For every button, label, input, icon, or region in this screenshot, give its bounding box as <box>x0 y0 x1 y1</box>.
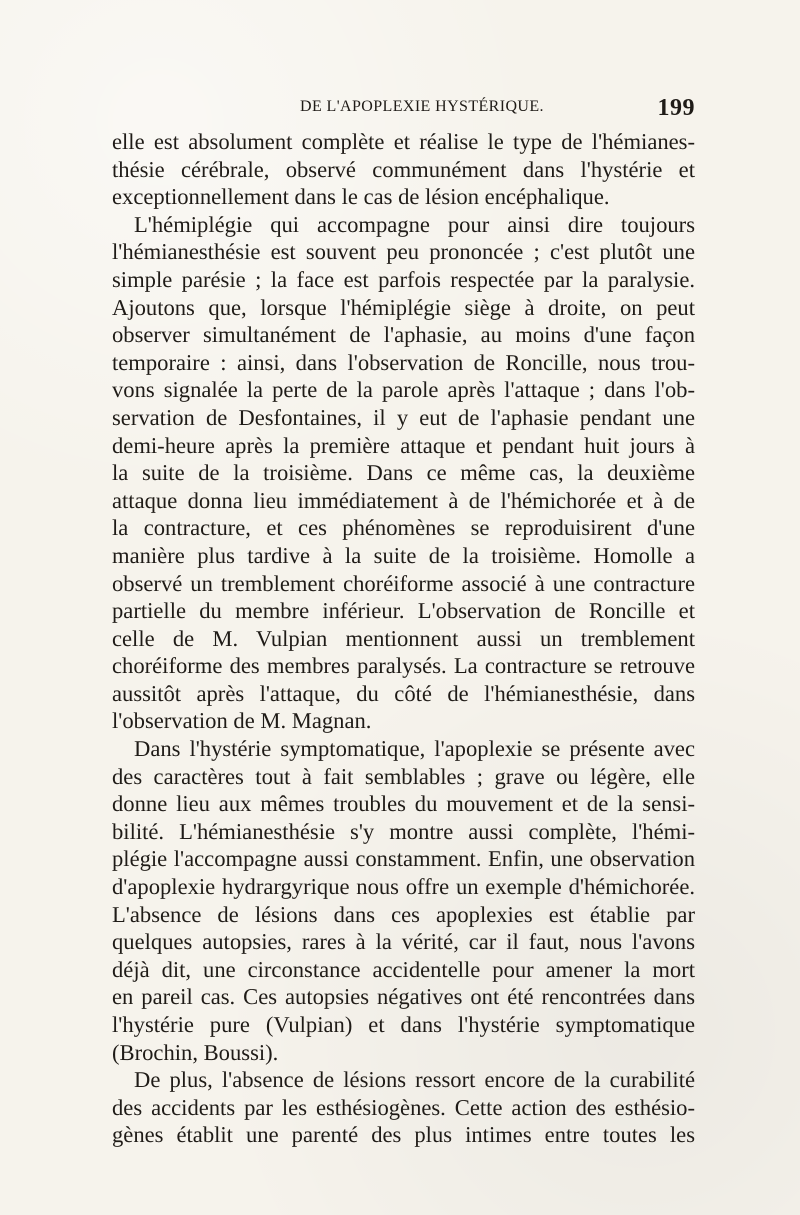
text-line: la suite de la troisième. Dans ce même cas, la deuxième <box>112 460 695 486</box>
text-line: la contracture, et ces phénomènes se reproduisirent d'une <box>112 515 695 541</box>
text-line: observer simultanément de l'aphasie, au moins d'une façon <box>112 322 695 348</box>
text-line: L'hémiplégie qui accompagne pour ainsi dire toujours <box>134 211 695 237</box>
text-line: partielle du membre inférieur. L'observation de Roncille et <box>112 598 695 624</box>
page-header <box>112 95 695 122</box>
text-line: bilité. L'hémianesthésie s'y montre aussi complète, l'hémi- <box>112 818 695 844</box>
text-line: des caractères tout à fait semblables ; grave ou légère, elle <box>112 763 695 789</box>
text-line: l'hystérie pure (Vulpian) et dans l'hystérie symptomatique <box>112 1012 695 1037</box>
text-line: Ajoutons que, lorsque l'hémiplégie siège à droite, on peut <box>112 294 695 320</box>
text-line: l'hémianesthésie est souvent peu prononcée ; c'est plutôt une <box>112 239 695 265</box>
text-line: De plus, l'absence de lésions ressort encore de la curabilité <box>134 1067 695 1093</box>
text-line: gènes établit une parenté des plus intimes entre toutes les <box>112 1122 695 1148</box>
text-line: aussitôt après l'attaque, du côté de l'hémianesthésie, dans <box>112 680 695 706</box>
text-line: choréiforme des membres paralysés. La contracture se retrouve <box>112 653 695 679</box>
text-line: demi-heure après la première attaque et pendant huit jours à <box>112 432 695 458</box>
text-line: donne lieu aux mêmes troubles du mouvement et de la sensi- <box>112 791 695 817</box>
text-line: quelques autopsies, rares à la vérité, car il faut, nous l'avons <box>112 929 695 955</box>
text-line: attaque donna lieu immédiatement à de l'hémichorée et à de <box>112 487 695 513</box>
text-line: servation de Desfontaines, il y eut de l'aphasie pendant une <box>112 404 695 430</box>
text-line: l'observation de M. Magnan. <box>112 708 372 734</box>
text-line: Dans l'hystérie symptomatique, l'apoplexie se présente avec <box>134 736 695 762</box>
text-line: temporaire : ainsi, dans l'observation de Roncille, nous trou- <box>112 349 695 375</box>
running-title: DE L'APOPLEXIE HYSTÉRIQUE. <box>300 98 544 115</box>
text-line: thésie cérébrale, observé communément dans l'hystérie et <box>112 156 695 182</box>
text-line: en pareil cas. Ces autopsies négatives ont été rencontrées dans <box>112 984 695 1010</box>
text-line: déjà dit, une circonstance accidentelle pour amener la mort <box>112 956 695 982</box>
text-line: vons signalée la perte de la parole après l'attaque ; dans l'ob- <box>112 377 695 403</box>
text-line: elle est absolument complète et réalise le type de l'hémianes- <box>112 129 695 154</box>
text-line: celle de M. Vulpian mentionnent aussi un tremblement <box>112 625 695 651</box>
text-line: observé un tremblement choréiforme associé à une contracture <box>112 570 695 596</box>
text-line: simple parésie ; la face est parfois respectée par la paralysie. <box>112 266 695 292</box>
text-line: manière plus tardive à la suite de la troisième. Homolle a <box>112 542 695 568</box>
text-line: (Brochin, Boussi). <box>112 1039 279 1065</box>
text-line: plégie l'accompagne aussi constamment. Enfin, une observation <box>112 846 695 872</box>
main-text <box>112 128 695 1149</box>
text-line: exceptionnellement dans le cas de lésion encéphalique. <box>112 184 610 210</box>
page-number: 199 <box>657 95 695 121</box>
text-line: des accidents par les esthésiogènes. Cette action des esthésio- <box>112 1094 695 1120</box>
text-line: L'absence de lésions dans ces apoplexies est établie par <box>112 901 695 927</box>
text-line: d'apoplexie hydrargyrique nous offre un exemple d'hémichorée. <box>112 874 695 900</box>
